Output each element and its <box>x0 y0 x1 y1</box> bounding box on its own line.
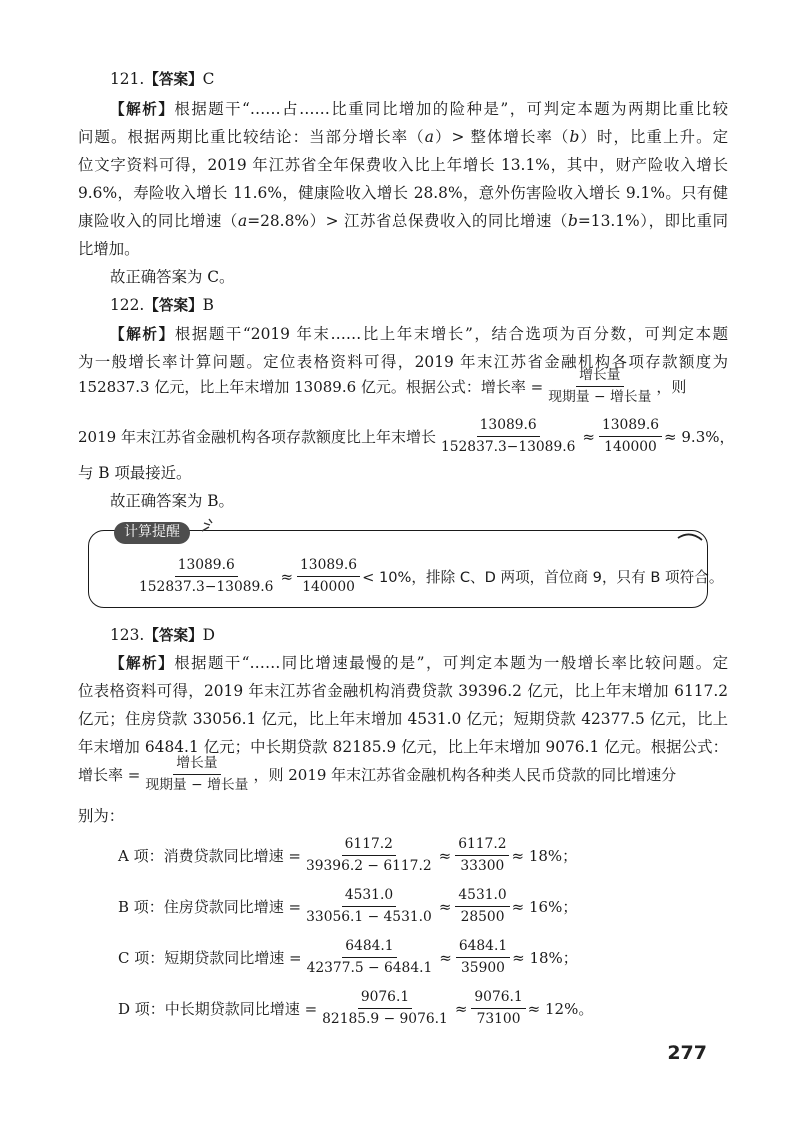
growth-rate-fraction <box>142 754 251 795</box>
numerator: 6117.2 <box>342 835 396 856</box>
denominator: 42377.5 − 6484.1 <box>306 960 433 976</box>
corner-curl-icon <box>676 528 706 544</box>
text-span: 根据题干“……同比增速最慢的是”，可判定本题为一般增长率比较问题。定 <box>174 654 728 672</box>
numerator: 4531.0 <box>342 886 396 907</box>
q121-line-2 <box>78 126 728 148</box>
numerator: 6484.1 <box>456 937 510 958</box>
denominator: 152837.3−13089.6 <box>139 579 274 595</box>
denominator: 33056.1 − 4531.0 <box>306 909 432 925</box>
growth-rate-fraction <box>545 366 654 407</box>
denominator: 140000 <box>302 579 355 595</box>
approx-sign: ≈ <box>438 846 452 865</box>
q122-conclusion: 故正确答案为 B。 <box>110 492 234 510</box>
variable-b: b <box>568 212 578 230</box>
denominator: 140000 <box>604 439 657 455</box>
q123-formula-line <box>78 754 676 795</box>
item-fraction-1 <box>319 988 451 1029</box>
variable-a: a <box>424 128 434 146</box>
item-fraction-2 <box>456 937 510 978</box>
text-span: 2019 年末江苏省金融机构各项存款额度比上年末增长 <box>78 428 436 446</box>
numerator: 13089.6 <box>599 416 662 437</box>
numerator: 6484.1 <box>342 937 396 958</box>
tip-note: < 10%，排除 C、D 两项，首位商 9，只有 B 项符合。 <box>362 569 724 586</box>
q122-line-5: 与 B 项最接近。 <box>78 464 192 482</box>
numerator: 13089.6 <box>477 416 540 437</box>
numerator: 增长量 <box>173 754 220 775</box>
q123-line-1 <box>110 652 728 675</box>
denominator: 现期量 − 增长量 <box>145 777 249 793</box>
q121-line-5 <box>78 210 728 232</box>
q123-line-2: 位表格资料可得，2019 年末江苏省金融机构消费贷款 39396.2 亿元，比上年末增加 6117.2 <box>78 682 728 700</box>
item-result: ≈ 12%。 <box>527 1000 594 1018</box>
denominator: 35900 <box>461 960 505 976</box>
answer-letter: D <box>202 626 216 644</box>
approx-sign: ≈ <box>454 999 468 1018</box>
numerator: 9076.1 <box>471 988 525 1009</box>
approx-sign: ≈ <box>582 427 595 446</box>
answer-letter: B <box>202 296 214 314</box>
answer-tag: 【答案】 <box>144 71 203 88</box>
q121-line-4: 9.6%，寿险收入增长 11.6%，健康险收入增长 28.8%，意外伤害险收入增长 9.1%。只有健 <box>78 184 728 202</box>
denominator: 39396.2 − 6117.2 <box>305 858 432 874</box>
approx-sign: ≈ <box>280 567 294 586</box>
q122-calc-line <box>78 416 735 457</box>
analysis-tag: 【解析】 <box>110 101 175 118</box>
item-fraction-1 <box>303 886 435 927</box>
q123-heading <box>110 624 215 647</box>
text-span: ，则 <box>656 378 687 396</box>
answer-tag: 【答案】 <box>144 297 203 314</box>
text-span: 康险收入的同比增速（ <box>78 212 239 230</box>
denominator: 82185.9 − 9076.1 <box>322 1011 448 1027</box>
calc-tip-badge: 计算提醒 <box>114 522 190 544</box>
q123-line-4: 年末增加 6484.1 亿元；中长期贷款 82185.9 亿元，比上年末增加 9076.1 亿元。根据公式： <box>78 738 728 756</box>
item-fraction-2 <box>471 988 525 1029</box>
analysis-tag: 【解析】 <box>110 326 175 343</box>
analysis-tag: 【解析】 <box>110 655 175 672</box>
item-label: B 项：住房贷款同比增速 = <box>118 898 302 916</box>
text-span: =28.8%）> 江苏省总保费收入的同比增速（ <box>247 212 569 230</box>
numerator: 13089.6 <box>175 556 238 577</box>
q122-heading <box>110 294 214 317</box>
numerator: 13089.6 <box>297 556 360 577</box>
item-label: C 项：短期贷款同比增速 = <box>118 949 302 967</box>
denominator: 33300 <box>460 858 505 874</box>
approx-sign: ≈ <box>438 897 452 916</box>
text-span: 增长率 = <box>78 766 141 784</box>
text-span: ，则 2019 年末江苏省金融机构各种类人民币贷款的同比增速分 <box>253 766 677 784</box>
variable-a: a <box>238 212 248 230</box>
text-span: 问题。根据两期比重比较结论：当部分增长率（ <box>78 128 425 146</box>
page-number: 277 <box>667 1042 707 1064</box>
calc-tip-content <box>134 556 723 597</box>
numerator: 增长量 <box>576 366 623 387</box>
item-fraction-2 <box>455 835 509 876</box>
question-number: 122. <box>110 296 145 314</box>
q123-line-6: 别为： <box>78 807 125 825</box>
numerator: 6117.2 <box>455 835 509 856</box>
q121-conclusion: 故正确答案为 C。 <box>110 268 235 286</box>
q122-line-1 <box>110 323 728 346</box>
numerator: 9076.1 <box>358 988 412 1009</box>
item-result: ≈ 16%； <box>511 898 578 916</box>
calc-fraction-1 <box>438 416 578 457</box>
q123-item-b <box>118 886 577 927</box>
text-span: ≈ 9.3%， <box>664 428 735 446</box>
q122-formula-line <box>78 366 686 407</box>
text-span: ）> 整体增长率（ <box>433 128 570 146</box>
answer-tag: 【答案】 <box>144 627 203 644</box>
item-fraction-1 <box>304 937 436 978</box>
item-fraction-1 <box>303 835 435 876</box>
item-fraction-2 <box>455 886 509 927</box>
item-result: ≈ 18%； <box>511 847 578 865</box>
q123-item-a <box>118 835 577 876</box>
q123-item-c <box>118 937 578 978</box>
denominator: 28500 <box>460 909 505 925</box>
denominator: 现期量 − 增长量 <box>548 389 652 405</box>
tip-fraction-1 <box>136 556 276 597</box>
q123-item-d <box>118 988 593 1029</box>
denominator: 73100 <box>476 1011 521 1027</box>
approx-sign: ≈ <box>439 948 452 967</box>
denominator: 152837.3−13089.6 <box>440 439 576 455</box>
q123-line-3: 亿元；住房贷款 33056.1 亿元，比上年末增加 4531.0 亿元；短期贷款 42377.5 亿元，比上 <box>78 710 728 728</box>
text-span: 152837.3 亿元，比上年末增加 13089.6 亿元。根据公式：增长率 = <box>78 378 544 396</box>
item-result: ≈ 18%； <box>512 949 578 967</box>
text-span: 根据题干“……占……比重同比增加的险种是”，可判定本题为两期比重比较 <box>174 100 728 118</box>
variable-b: b <box>569 128 580 146</box>
question-number: 123. <box>110 626 145 644</box>
text-span: =13.1%），即比重同 <box>577 212 728 230</box>
q122-line-2: 为一般增长率计算问题。定位表格资料可得，2019 年末江苏省金融机构各项存款额度为 <box>78 353 728 371</box>
q121-line-6: 比增加。 <box>78 240 140 258</box>
q121-line-1 <box>110 98 728 121</box>
question-number: 121. <box>110 70 145 88</box>
text-span: 根据题干“2019 年末……比上年末增长”，结合选项为百分数，可判定本题 <box>174 325 728 343</box>
numerator: 4531.0 <box>455 886 509 907</box>
calc-fraction-2 <box>599 416 662 457</box>
sparkle-icon <box>200 518 222 534</box>
tip-fraction-2 <box>297 556 360 597</box>
answer-letter: C <box>202 70 215 88</box>
q121-line-3: 位文字资料可得，2019 年江苏省全年保费收入比上年增长 13.1%，其中，财产险收入增长 <box>78 156 728 174</box>
item-label: D 项：中长期贷款同比增速 = <box>118 1000 318 1018</box>
q121-heading <box>110 68 214 91</box>
item-label: A 项：消费贷款同比增速 = <box>118 847 301 865</box>
text-span: ）时，比重上升。定 <box>579 128 728 146</box>
